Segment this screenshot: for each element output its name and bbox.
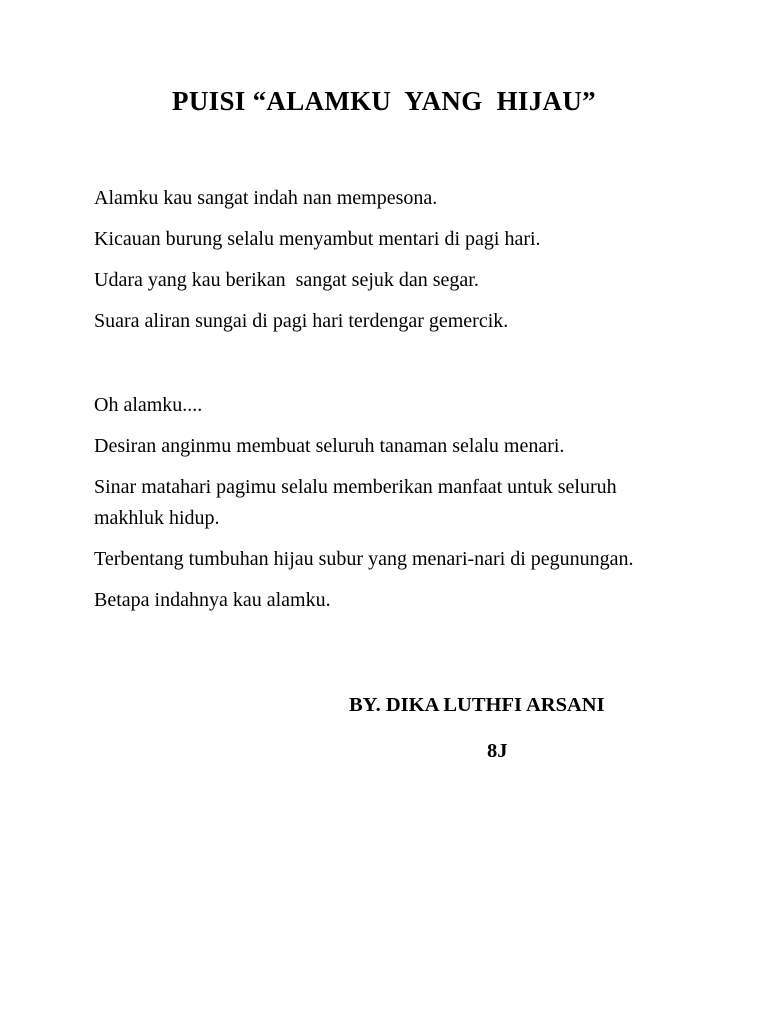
poem-line: Terbentang tumbuhan hijau subur yang menari-nari di pegunungan.: [94, 548, 634, 570]
author-credit: BY. DIKA LUTHFI ARSANI: [349, 694, 605, 716]
poem-line: Oh alamku....: [94, 394, 203, 416]
poem-line: Alamku kau sangat indah nan mempesona.: [94, 187, 438, 209]
stanza-2: [94, 390, 674, 626]
stanza-1: [94, 183, 674, 347]
poem-line: Suara aliran sungai di pagi hari terdengar gemercik.: [94, 310, 509, 332]
poem-line: Udara yang kau berikan sangat sejuk dan segar.: [94, 269, 479, 291]
poem-line: Desiran anginmu membuat seluruh tanaman selalu menari.: [94, 435, 565, 457]
poem-line: Kicauan burung selalu menyambut mentari di pagi hari.: [94, 228, 541, 250]
class-label: 8J: [487, 740, 508, 762]
poem-line: Betapa indahnya kau alamku.: [94, 589, 331, 611]
poem-line: Sinar matahari pagimu selalu memberikan manfaat untuk seluruh makhluk hidup.: [94, 476, 622, 529]
poem-title: PUISI “ALAMKU YANG HIJAU”: [172, 86, 596, 116]
